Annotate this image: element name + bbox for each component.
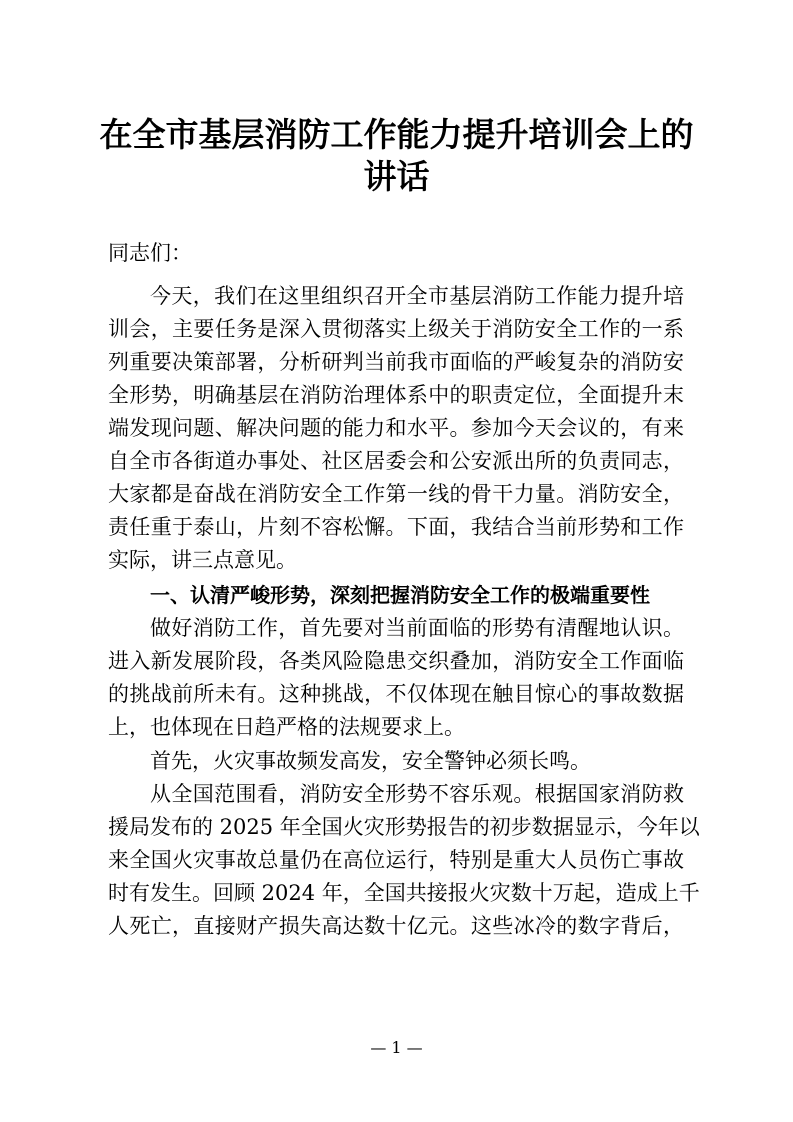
paragraph-line: 列重要决策部署，分析研判当前我市面临的严峻复杂的消防安 (108, 350, 684, 374)
paragraph-line: 上，也体现在日趋严格的法规要求上。 (108, 715, 465, 739)
paragraph-line: 今天，我们在这里组织召开全市基层消防工作能力提升培 (150, 284, 684, 308)
paragraph-line: 首先，火灾事故频发高发，安全警钟必须长鸣。 (150, 749, 591, 773)
paragraph-line: 大家都是奋战在消防安全工作第一线的骨干力量。消防安全， (108, 482, 684, 506)
paragraph-line: 进入新发展阶段，各类风险隐患交织叠加，消防安全工作面临 (108, 649, 684, 673)
paragraph-line: 端发现问题、解决问题的能力和水平。参加今天会议的，有来 (108, 416, 684, 440)
paragraph-line: 实际，讲三点意见。 (108, 548, 297, 572)
paragraph-line: 援局发布的 2025 年全国火灾形势报告的初步数据显示，今年以 (108, 815, 700, 839)
salutation: 同志们： (108, 241, 192, 265)
document-title-line-1: 在全市基层消防工作能力提升培训会上的 (99, 115, 694, 154)
paragraph-line: 的挑战前所未有。这种挑战，不仅体现在触目惊心的事故数据 (108, 682, 684, 706)
paragraph-line: 责任重于泰山，片刻不容松懈。下面，我结合当前形势和工作 (108, 515, 684, 539)
paragraph-line: 来全国火灾事故总量仍在高位运行，特别是重大人员伤亡事故 (108, 848, 684, 872)
document-title-line-2: 讲话 (363, 157, 430, 196)
paragraph-line: 做好消防工作，首先要对当前面临的形势有清醒地认识。 (150, 616, 684, 640)
paragraph-line: 人死亡，直接财产损失高达数十亿元。这些冰冷的数字背后， (108, 914, 684, 938)
page-number: — 1 — (370, 1038, 423, 1057)
paragraph-line: 从全国范围看，消防安全形势不容乐观。根据国家消防救 (150, 782, 684, 806)
paragraph-line: 自全市各街道办事处、社区居委会和公安派出所的负责同志， (108, 449, 684, 473)
paragraph-line: 时有发生。回顾 2024 年，全国共接报火灾数十万起，造成上千 (108, 881, 700, 905)
paragraph-line: 训会，主要任务是深入贯彻落实上级关于消防安全工作的一系 (108, 317, 684, 341)
section-heading: 一、认清严峻形势，深刻把握消防安全工作的极端重要性 (150, 583, 650, 607)
paragraph-line: 全形势，明确基层在消防治理体系中的职责定位，全面提升末 (108, 383, 684, 407)
